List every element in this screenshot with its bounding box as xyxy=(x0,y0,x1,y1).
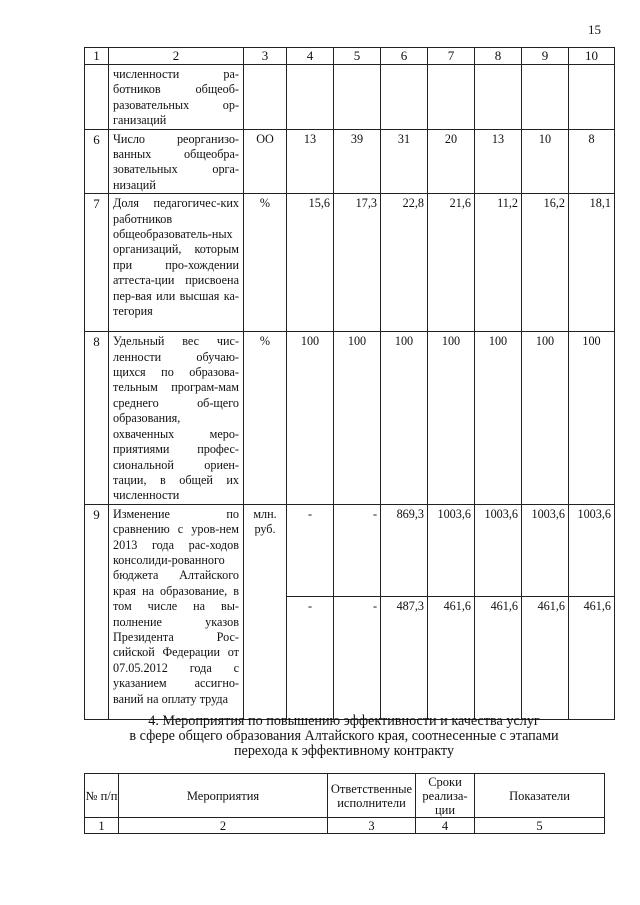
value-cell: 22,8 xyxy=(381,194,428,332)
value-cell: 8 xyxy=(569,129,615,194)
value-cell: 869,3 xyxy=(381,504,428,596)
header-cell: 8 xyxy=(475,48,522,65)
row-description: Удельный вес чис-ленности обучаю-щихся по образова-тельным програм-мам среднего об-щего образования, охваченных меро-приятиями профес-сиональной ориен-тации, в общей их численности xyxy=(109,332,244,504)
value-cell: - xyxy=(287,596,334,719)
header-cell: 9 xyxy=(522,48,569,65)
col-responsible-header: Ответственные исполнители xyxy=(328,774,416,818)
value-cell: 100 xyxy=(381,332,428,504)
continued-text: численности ра-ботников общеоб-разовательных ор-ганизаций xyxy=(109,65,244,130)
header-cell: 2 xyxy=(109,48,244,65)
row-unit: млн. руб. xyxy=(244,504,287,719)
value-cell: 487,3 xyxy=(381,596,428,719)
header-cell: 7 xyxy=(428,48,475,65)
value-cell: 17,3 xyxy=(334,194,381,332)
indicators-table xyxy=(84,47,615,720)
value-cell: 461,6 xyxy=(522,596,569,719)
section-title xyxy=(84,714,604,759)
index-cell: 3 xyxy=(328,818,416,834)
row-description: Число реорганизо-ванных общеобра-зовательных орга-низаций xyxy=(109,129,244,194)
row-number: 7 xyxy=(85,194,109,332)
row-number: 9 xyxy=(85,504,109,719)
index-cell: 5 xyxy=(475,818,605,834)
header-cell: 5 xyxy=(334,48,381,65)
table-row-7 xyxy=(85,194,615,332)
value-cell: 1003,6 xyxy=(522,504,569,596)
value-cell: - xyxy=(334,504,381,596)
table-row-8 xyxy=(85,332,615,504)
value-cell: 461,6 xyxy=(428,596,475,719)
col-events-header: Мероприятия xyxy=(119,774,328,818)
value-cell: 16,2 xyxy=(522,194,569,332)
events-table xyxy=(84,773,605,834)
value-cell: 18,1 xyxy=(569,194,615,332)
value-cell: 13 xyxy=(287,129,334,194)
events-header-row xyxy=(85,774,605,818)
page-number: 15 xyxy=(588,22,601,37)
table-row-6 xyxy=(85,129,615,194)
value-cell: 1003,6 xyxy=(569,504,615,596)
value-cell: 10 xyxy=(522,129,569,194)
value-cell: 1003,6 xyxy=(428,504,475,596)
header-cell: 1 xyxy=(85,48,109,65)
value-cell: 100 xyxy=(428,332,475,504)
header-row xyxy=(85,48,615,65)
row-description: Доля педагогичес-ких работников общеобразователь-ных организаций, которым при про-хождении аттеста-ции присвоена пер-вая или высшая ка-тегория xyxy=(109,194,244,332)
events-index-row xyxy=(85,818,605,834)
table-row-9 xyxy=(85,504,615,596)
header-cell: 10 xyxy=(569,48,615,65)
index-cell: 4 xyxy=(416,818,475,834)
value-cell: 20 xyxy=(428,129,475,194)
col-number-header: № п/п xyxy=(85,774,119,818)
value-cell: 15,6 xyxy=(287,194,334,332)
value-cell: 100 xyxy=(569,332,615,504)
value-cell: 100 xyxy=(334,332,381,504)
row-unit: ОО xyxy=(244,129,287,194)
section-title-line: 4. Мероприятия по повышению эффективности и качества услуг xyxy=(148,713,540,729)
value-cell: 100 xyxy=(475,332,522,504)
row-unit: % xyxy=(244,194,287,332)
value-cell: - xyxy=(334,596,381,719)
row-number: 6 xyxy=(85,129,109,194)
row-description: Изменение по сравнению с уров-нем 2013 года рас-ходов консолиди-рованного бюджета Алтайского края на образование, в том числе на вы-полнение указов Президента Рос-сийской Федерации от 07.05.2012 года с указанием ассигно-ваний на оплату труда xyxy=(109,504,244,719)
value-cell: 100 xyxy=(522,332,569,504)
section-title-line: в сфере общего образования Алтайского края, соотнесенные с этапами xyxy=(129,728,559,744)
index-cell: 2 xyxy=(119,818,328,834)
value-cell: 21,6 xyxy=(428,194,475,332)
col-indicators-header: Показатели xyxy=(475,774,605,818)
header-cell: 4 xyxy=(287,48,334,65)
value-cell: 1003,6 xyxy=(475,504,522,596)
index-cell: 1 xyxy=(85,818,119,834)
row-number: 8 xyxy=(85,332,109,504)
value-cell: 39 xyxy=(334,129,381,194)
col-terms-header: Сроки реализа-ции xyxy=(416,774,475,818)
header-cell: 3 xyxy=(244,48,287,65)
value-cell: 13 xyxy=(475,129,522,194)
row-unit: % xyxy=(244,332,287,504)
value-cell: 11,2 xyxy=(475,194,522,332)
value-cell: 31 xyxy=(381,129,428,194)
value-cell: 461,6 xyxy=(569,596,615,719)
table-row-continued xyxy=(85,65,615,130)
header-cell: 6 xyxy=(381,48,428,65)
value-cell: 461,6 xyxy=(475,596,522,719)
value-cell: - xyxy=(287,504,334,596)
section-title-line: перехода к эффективному контракту xyxy=(233,743,455,759)
value-cell: 100 xyxy=(287,332,334,504)
